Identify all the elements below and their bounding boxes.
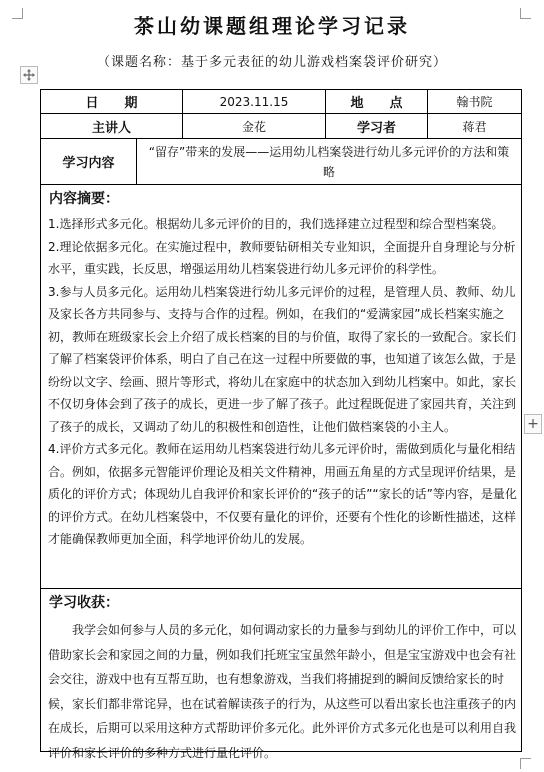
- record-table: [40, 89, 522, 760]
- harvest-heading: 学习收获：: [49, 595, 119, 611]
- speaker-label: 主讲人: [41, 114, 183, 138]
- summary-body: [48, 213, 518, 551]
- summary-heading: 内容摘要：: [49, 191, 119, 207]
- page-title: 茶山幼课题组理论学习记录: [134, 14, 410, 38]
- summary-paragraph: 2.理论依据多元化。在实施过程中，教师要钻研相关专业知识，全面提升自身理论与分析水平，重实践，长反思，增强运用幼儿档案袋进行幼儿多元评价的科学性。: [48, 239, 516, 276]
- learner-label: 学习者: [326, 114, 428, 138]
- date-value: 2023.11.15: [183, 90, 326, 113]
- place-label: 地 点: [326, 90, 428, 113]
- add-column-plus-icon[interactable]: +: [524, 414, 542, 434]
- info-row-content: [41, 139, 521, 185]
- content-label: 学习内容: [41, 139, 137, 184]
- summary-paragraph: 1.选择形式多元化。根据幼儿多元评价的目的，我们选择建立过程型和综合型档案袋。: [48, 217, 504, 231]
- table-move-handle-icon[interactable]: [20, 66, 38, 84]
- info-row-speaker: [41, 114, 521, 139]
- section-divider: [41, 588, 521, 589]
- summary-paragraph: 3.参与人员多元化。运用幼儿档案袋进行幼儿多元评价的过程，是管理人员、教师、幼儿及家长各方共同参与、支持与合作的过程。例如，在我们的“爱满家园”成长档案实施之初，教师在班级家长会上介绍了成长档案的目的与价值，取得了家长的一致配合。家长们了解了档案袋评价体系，明白了自己在这一过程中所要做的事，也知道了该怎么做，于是纷纷以文字、绘画、照片等形式，将幼儿在家庭中的状态加入到幼儿档案中。如此，家长不仅切身体会到了孩子的成长，更进一步了解了孩子。此过程既促进了家园共育，关注到了孩子的成长，又调动了幼儿的积极性和创造性，让他们做档案袋的小主人。: [48, 284, 517, 434]
- speaker-value: 金花: [183, 114, 326, 138]
- crop-mark-bottom-right: [520, 758, 531, 769]
- place-value: 翰书院: [456, 95, 493, 109]
- harvest-body: 我学会如何参与人员的多元化，如何调动家长的力量参与到幼儿的评价工作中，可以借助家长会和家园之间的力量，例如我们托班宝宝虽然年龄小，但是宝宝游戏中也会有社会交往，游戏中也有互帮互助，也有想象游戏，当我们将捕捉到的瞬间反馈给家长的时候，家长们都非常诧异，也在试着解读孩子的行为，从这些可以看出家长也注重孩子的内在成长，后期可以采用这种方式帮助评价多元化。此外评价方式多元化也是可以利用自我评价和家长评价的多种方式进行量化评价。: [48, 623, 517, 760]
- page-subtitle: （课题名称：基于多元表征的幼儿游戏档案袋评价研究）: [96, 55, 447, 70]
- content-value: “留存”带来的发展——运用幼儿档案袋进行幼儿多元评价的方法和策略: [148, 144, 510, 179]
- learner-value: 蒋君: [462, 119, 487, 134]
- summary-paragraph: 4.评价方式多元化。教师在运用幼儿档案袋进行幼儿多元评价时，需做到质化与量化相结合。例如，依据多元智能评价理论及相关文件精神，用画五角星的方式呈现评价结果，是质化的评价方式；体现幼儿自我评价和家长评价的“孩子的话”“家长的话”等内容，是量化的评价方式。在幼儿档案袋中，不仅要有量化的评价，还要有个性化的诊断性描述，这样才能确保教师更加全面，科学地评价幼儿的发展。: [48, 442, 517, 546]
- info-row-date: [41, 90, 521, 114]
- date-label: 日 期: [41, 90, 183, 113]
